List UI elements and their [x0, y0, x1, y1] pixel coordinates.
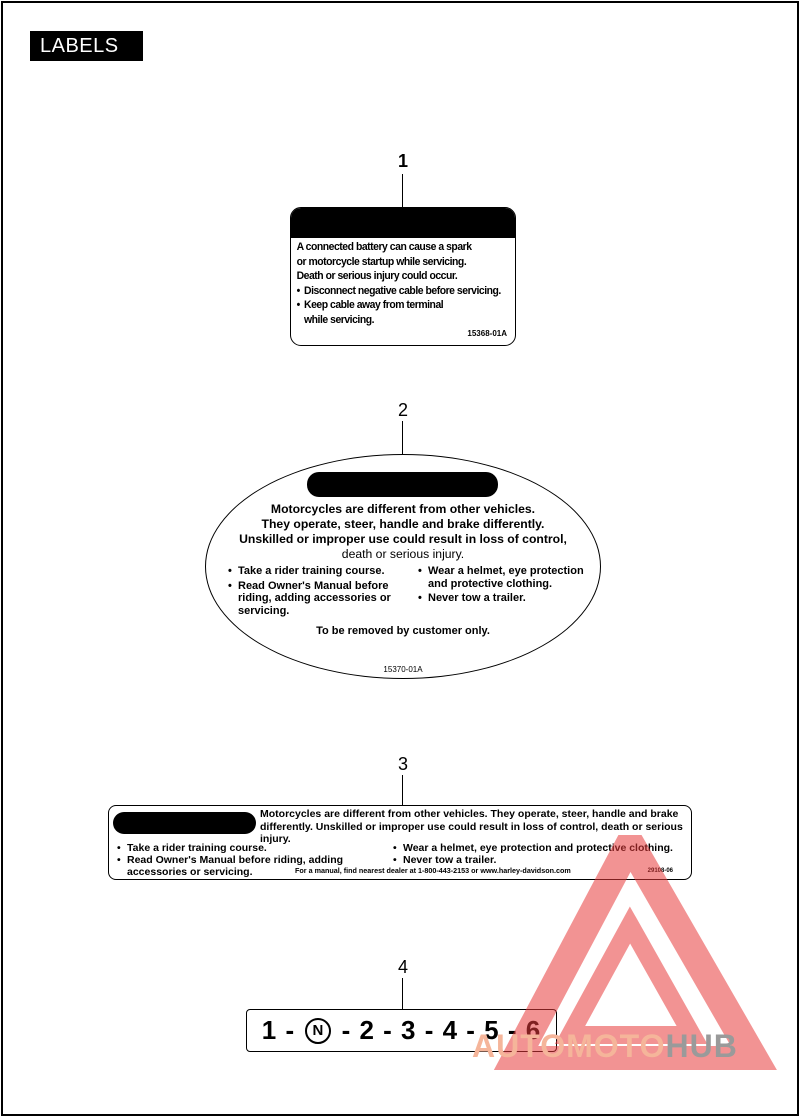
motorcycle-warning-strip-label: Motorcycles are different from other vehicles. They operate, steer, handle and brake differently. Unskilled or improper use could result in loss of control, death or serious injury. • Take a rider training course. • Read Owner's Manual before riding, adding accessories or servicing. • Wear a helmet, eye protection and protective clothing. • Never tow a trailer. For a manual, find nearest dealer at 1-800-443-2153 or www.harley-davidson.com 29108-06 [108, 805, 692, 880]
label3-heading: Motorcycles are different from other vehicles. They operate, steer, handle and brake differently. Unskilled or improper use could result in loss of control, death or serious injury. [260, 808, 683, 845]
gear-sequence-end: - 2 - 3 - 4 - 5 - 6 [341, 1015, 542, 1045]
callout-1: 1 [397, 151, 408, 171]
gear-sequence-start: 1 - [261, 1015, 296, 1045]
watermark-text [472, 1028, 738, 1065]
battery-warning-label: A connected battery can cause a spark or motorcycle startup while servicing. Death or serious injury could occur. • Disconnect negative cable before servicing. • Keep cable away from terminal while servicing. 15368-01A [290, 207, 516, 346]
label2-left-bullet: Read Owner's Manual before riding, adding accessories or servicing. [238, 579, 391, 617]
warning-header-bar [307, 472, 498, 497]
label3-right-bullet: Never tow a trailer. [403, 854, 497, 866]
label1-line: Death or serious injury could occur. [296, 270, 458, 282]
motorcycle-warning-oval-label: Motorcycles are different from other vehicles. They operate, steer, handle and brake differently. Unskilled or improper use could result in loss of control, death or serious injury. • Take a rider training course. • Read Owner's Manual before riding, adding accessories or servicing. • Wear a helmet, eye protection and protective clothing. • Never tow a trailer. To be removed by customer only. 15370-01A [205, 454, 601, 679]
part-number: 29108-06 [647, 868, 673, 874]
leader-line-3 [402, 775, 403, 805]
warning-header-bar [113, 812, 256, 834]
leader-line-4 [402, 978, 403, 1009]
label1-bullet: Disconnect negative cable before servicing. [304, 284, 501, 297]
callout-3: 3 [397, 754, 408, 774]
watermark-part1: AUTOMOTO [472, 1028, 666, 1064]
watermark-part2: HUB [665, 1028, 738, 1064]
removal-note: To be removed by customer only. [316, 625, 490, 637]
neutral-circle-icon: N [305, 1018, 331, 1044]
section-tag: LABELS [30, 31, 143, 61]
callout-4: 4 [397, 957, 408, 977]
leader-line-2 [402, 421, 403, 454]
label2-line: Motorcycles are different from other vehicles. [270, 502, 536, 516]
label2-right-bullet: Never tow a trailer. [428, 592, 526, 604]
label1-line: A connected battery can cause a spark [296, 241, 472, 253]
label2-line: They operate, steer, handle and brake differently. [261, 517, 545, 531]
label1-bullet: Keep cable away from terminal while servicing. [304, 299, 444, 326]
part-number: 15368-01A [467, 329, 507, 338]
label2-line: death or serious injury. [341, 547, 465, 561]
label3-left-bullet: Read Owner's Manual before riding, adding accessories or servicing. [127, 854, 344, 878]
label3-right-bullet: Wear a helmet, eye protection and protective clothing. [403, 842, 673, 854]
label1-line: or motorcycle startup while servicing. [296, 255, 467, 268]
warning-header-bar [291, 208, 515, 238]
leader-line-1 [402, 174, 403, 207]
callout-2: 2 [397, 400, 408, 420]
dealer-contact: For a manual, find nearest dealer at 1-800-443-2153 or www.harley-davidson.com [295, 866, 571, 875]
label2-line: Unskilled or improper use could result in loss of control, [239, 532, 567, 546]
label2-right-bullet: Wear a helmet, eye protection and protective clothing. [428, 565, 584, 590]
part-number: 15370-01A [383, 665, 423, 674]
label2-left-bullet: Take a rider training course. [238, 565, 385, 577]
label3-left-bullet: Take a rider training course. [127, 842, 267, 854]
